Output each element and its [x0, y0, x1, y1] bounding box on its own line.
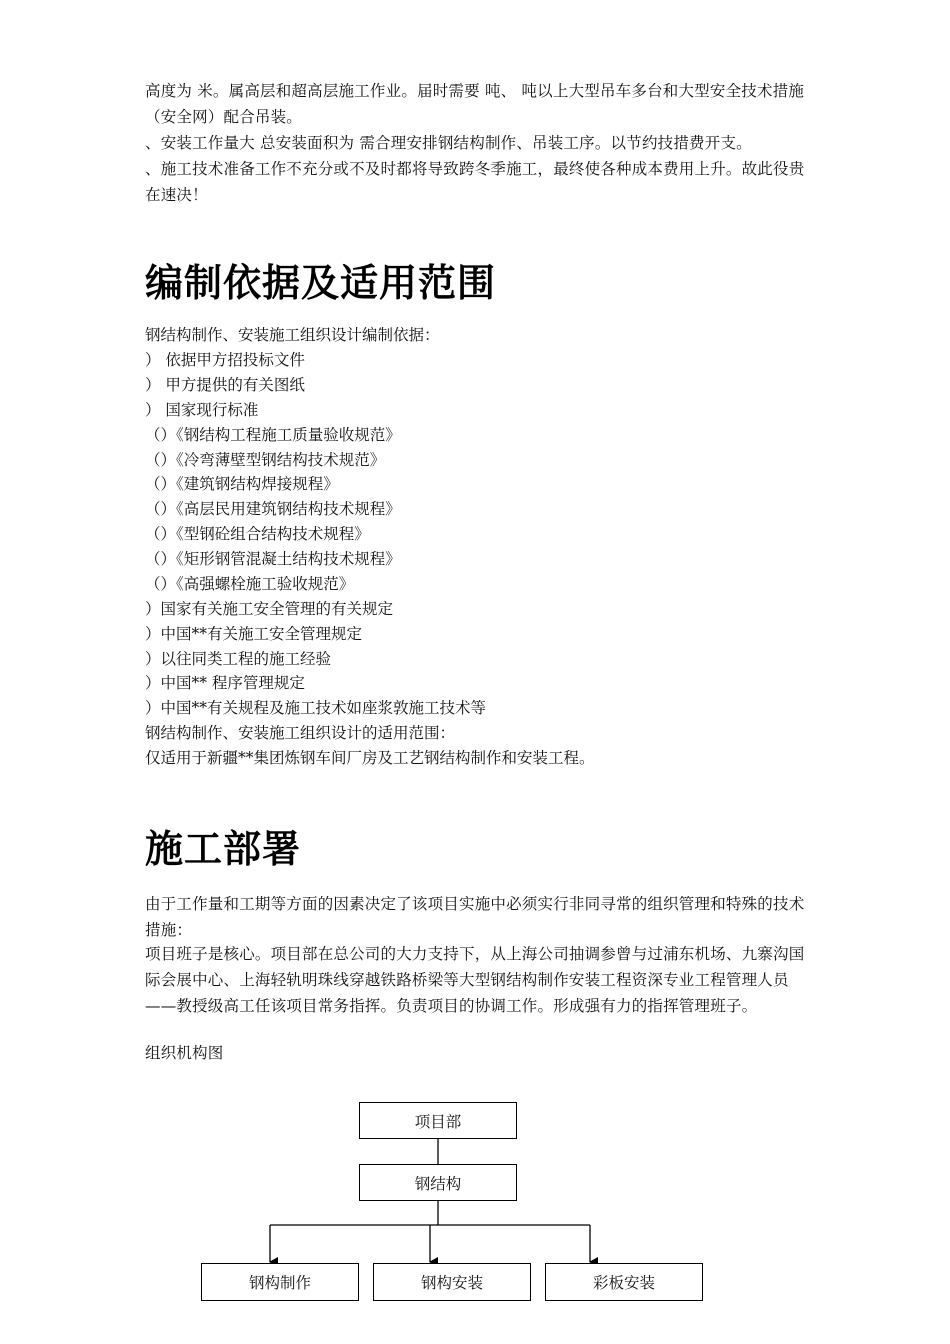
basis-line: 钢结构制作、安装施工组织设计的适用范围： [145, 724, 456, 742]
basis-line: ） 国家现行标准 [145, 401, 259, 419]
intro-paragraph-3: 、施工技术准备工作不充分或不及时都将导致跨冬季施工，最终使各种成本费用上升。故此役贵在速决！ [145, 160, 805, 204]
org-box-steel-structure: 钢结构 [359, 1164, 517, 1201]
basis-line: （）《矩形钢管混凝土结构技术规程》 [145, 550, 401, 568]
section-heading-basis: 编制依据及适用范围 [145, 261, 497, 305]
org-box-installation: 钢构安装 [373, 1263, 531, 1301]
deployment-paragraph-1: 由于工作量和工期等方面的因素决定了该项目实施中必须实行非同寻常的组织管理和特殊的技术措施： [145, 895, 805, 939]
basis-line: ）中国**有关施工安全管理规定 [145, 625, 363, 643]
intro-paragraph-1: 高度为 米。属高层和超高层施工作业。届时需要 吨、 吨以上大型吊车多台和大型安全技术措施（安全网）配合吊装。 [145, 82, 805, 126]
basis-line: （）《型钢砼组合结构技术规程》 [145, 525, 370, 543]
basis-line: ） 甲方提供的有关图纸 [145, 376, 305, 394]
org-box-fabrication: 钢构制作 [201, 1263, 359, 1301]
basis-line: ）以往同类工程的施工经验 [145, 650, 332, 668]
basis-line: ） 依据甲方招投标文件 [145, 351, 305, 369]
basis-line: 钢结构制作、安装施工组织设计编制依据： [145, 326, 440, 344]
basis-line: （）《钢结构工程施工质量验收规范》 [145, 426, 401, 444]
org-chart-caption: 组织机构图 [145, 1044, 224, 1062]
basis-line: ）中国**有关规程及施工技术如座浆敦施工技术等 [145, 699, 487, 717]
basis-line: （）《冷弯薄壁型钢结构技术规范》 [145, 451, 386, 469]
section-heading-deployment: 施工部署 [145, 827, 302, 871]
deployment-paragraph-2: 项目班子是核心。项目部在总公司的大力支持下，从上海公司抽调参曾与过浦东机场、九寨沟国际会展中心、上海轻轨明珠线穿越铁路桥梁等大型钢结构制作安装工程资深专业工程管理人员——教授级高工任该项目常务指挥。负责项目的协调工作。形成强有力的指挥管理班子。 [145, 945, 805, 1015]
basis-line: （）《高层民用建筑钢结构技术规程》 [145, 500, 401, 518]
org-box-project-dept: 项目部 [359, 1102, 517, 1139]
org-box-color-panel: 彩板安装 [545, 1263, 703, 1301]
basis-line: 仅适用于新疆**集团炼钢车间厂房及工艺钢结构制作和安装工程。 [145, 749, 595, 767]
basis-line: （）《高强螺栓施工验收规范》 [145, 575, 355, 593]
basis-line: ）中国** 程序管理规定 [145, 674, 305, 692]
intro-paragraph-2: 、安装工作量大 总安装面积为 需合理安排钢结构制作、吊装工序。以节约技措费开支。 [145, 134, 752, 152]
basis-line: （）《建筑钢结构焊接规程》 [145, 475, 339, 493]
basis-line: ）国家有关施工安全管理的有关规定 [145, 600, 394, 618]
